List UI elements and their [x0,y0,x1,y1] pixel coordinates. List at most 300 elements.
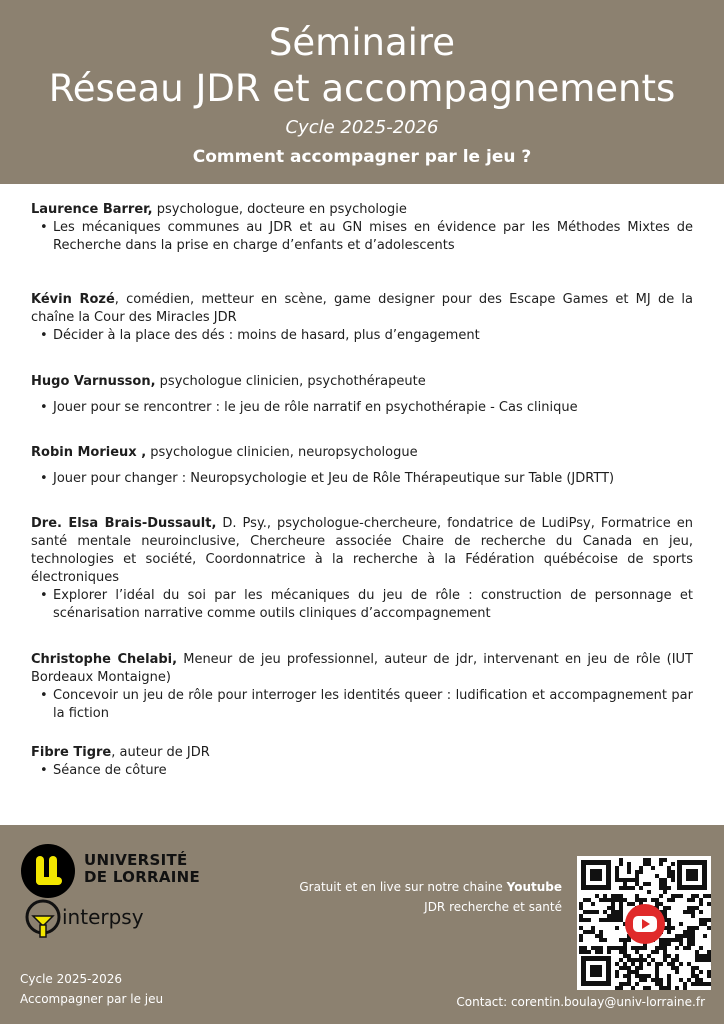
university-name: UNIVERSITÉ DE LORRAINE [84,851,201,886]
youtube-channel: JDR recherche et santé [424,900,562,914]
qr-module [655,970,659,974]
qr-module [707,958,711,962]
qr-module [655,950,659,954]
qr-module [691,934,695,938]
footer-cycle: Cycle 2025-2026 Accompagner par le jeu [20,972,164,1006]
qr-module [675,966,679,970]
qr-module [643,858,647,862]
qr-module [619,858,623,862]
qr-module [619,986,623,990]
qr-module [647,862,651,866]
qr-module [611,906,615,910]
page-title-line2: Réseau JDR et accompagnements [48,67,676,110]
qr-module [667,886,671,890]
qr-module [627,886,631,890]
qr-module [599,950,603,954]
qr-module [667,898,671,902]
qr-module [691,898,695,902]
qr-module [687,938,691,942]
qr-module [691,914,695,918]
qr-module [639,954,643,958]
talk-title: • Les mécaniques communes au JDR et au GN mises en évidence par les Méthodes Mixtes de Recherche dans la prise en charge d’enfants et d’adolescents [31,219,693,255]
qr-module [707,982,711,986]
qr-module [663,886,667,890]
qr-module [595,934,599,938]
qr-module [647,858,651,862]
qr-module [667,942,671,946]
qr-module [695,958,699,962]
qr-module [687,898,691,902]
qr-module [699,898,703,902]
qr-module [587,910,591,914]
qr-module [635,898,639,902]
speaker-role: psychologue clinicien, psychothérapeute [155,374,426,389]
qr-module [667,922,671,926]
qr-module [587,898,591,902]
qr-module [599,946,603,950]
qr-module [583,930,587,934]
qr-module [611,910,615,914]
qr-module [691,938,695,942]
qr-module [659,946,663,950]
qr-module [627,966,631,970]
qr-module [627,958,631,962]
qr-module [655,946,659,950]
speaker-name: Christophe Chelabi, [31,652,178,667]
qr-module [591,902,595,906]
speaker-name: Kévin Rozé [31,292,115,307]
qr-module [647,882,651,886]
qr-module [639,966,643,970]
qr-module [635,974,639,978]
qr-module [659,982,663,986]
qr-module [615,894,619,898]
qr-module [647,962,651,966]
qr-module [695,954,699,958]
qr-module [579,918,583,922]
header-band [0,0,724,184]
qr-module [643,974,647,978]
qr-module [663,858,667,862]
qr-module [599,938,603,942]
qr-module [615,898,619,902]
qr-module [603,898,607,902]
qr-module [607,946,611,950]
qr-module [623,878,627,882]
qr-module [635,874,639,878]
qr-module [659,894,663,898]
qr-module [699,970,703,974]
qr-module [699,910,703,914]
qr-module [583,950,587,954]
qr-module [579,914,583,918]
qr-module [599,898,603,902]
qr-module [627,982,631,986]
qr-module [635,870,639,874]
qr-module [671,862,675,866]
qr-module [703,982,707,986]
qr-module [671,966,675,970]
qr-module [699,982,703,986]
qr-module [591,946,595,950]
qr-module [639,946,643,950]
qr-module [627,978,631,982]
qr-module [643,898,647,902]
qr-module [671,958,675,962]
qr-module [583,898,587,902]
qr-module [635,966,639,970]
speaker-entry [31,201,693,255]
qr-module [667,938,671,942]
qr-module [699,922,703,926]
qr-module [615,970,619,974]
qr-module [647,974,651,978]
qr-module [687,926,691,930]
talk-title: • Décider à la place des dés : moins de hasard, plus d’engagement [31,327,693,345]
qr-module [619,878,623,882]
qr-module [643,958,647,962]
qr-module [631,946,635,950]
qr-module [639,962,643,966]
qr-module [663,946,667,950]
qr-module [583,918,587,922]
qr-module [635,982,639,986]
speaker-entry [31,291,693,345]
qr-module [667,870,671,874]
qr-module [687,934,691,938]
talk-title: • Jouer pour changer : Neuropsychologie et Jeu de Rôle Thérapeutique sur Table (JDRTT) [31,470,693,488]
qr-module [655,974,659,978]
qr-module [623,886,627,890]
qr-module [687,910,691,914]
speaker-role: , comédien, metteur en scène, game designer pour des Escape Games et MJ de la chaîne la Cour des Miracles JDR [31,292,693,325]
qr-module [635,882,639,886]
qr-module [603,894,607,898]
qr-module [619,950,623,954]
qr-module [667,962,671,966]
qr-module [623,882,627,886]
qr-module [619,958,623,962]
qr-module [679,894,683,898]
qr-module [615,914,619,918]
qr-module [619,898,623,902]
qr-module [615,986,619,990]
qr-module [675,894,679,898]
qr-module [659,882,663,886]
qr-module [683,930,687,934]
speaker-name: Robin Morieux , [31,445,147,460]
qr-module [659,858,663,862]
contact-email[interactable]: Contact: corentin.boulay@univ-lorraine.fr [456,995,705,1009]
qr-module [627,866,631,870]
qr-module [663,986,667,990]
qr-module [619,918,623,922]
qr-module [687,942,691,946]
qr-module [587,918,591,922]
qr-module [643,946,647,950]
speaker-name: Fibre Tigre [31,745,112,760]
qr-module [683,982,687,986]
qr-module [595,950,599,954]
qr-module [683,986,687,990]
qr-module [703,894,707,898]
qr-module [639,958,643,962]
qr-module [683,934,687,938]
qr-module [651,950,655,954]
qr-module [579,934,583,938]
qr-module [651,866,655,870]
speaker-name: Hugo Varnusson, [31,374,156,389]
qr-module [659,978,663,982]
qr-module [687,930,691,934]
qr-module [607,906,611,910]
qr-module [667,974,671,978]
qr-module [635,970,639,974]
qr-module [587,930,591,934]
qr-module [635,894,639,898]
qr-module [703,934,707,938]
qr-module [707,954,711,958]
qr-module [703,958,707,962]
qr-module [619,914,623,918]
qr-module [663,950,667,954]
qr-module [655,978,659,982]
qr-module [579,926,583,930]
qr-module [595,946,599,950]
qr-module [619,910,623,914]
qr-module [667,874,671,878]
qr-module [659,878,663,882]
qr-module [603,918,607,922]
page-title-line1: Séminaire [268,21,456,64]
qr-module [615,910,619,914]
qr-module [667,986,671,990]
qr-module [695,894,699,898]
qr-module [683,910,687,914]
qr-module [691,970,695,974]
talk-title: • Séance de côture [31,762,693,780]
talk-title: • Concevoir un jeu de rôle pour interroger les identités queer : ludification et accompagnement par la fiction [31,687,693,723]
qr-module [611,914,615,918]
qr-module [699,946,703,950]
speaker-role: psychologue clinicien, neuropsychologue [146,445,418,460]
qr-module [699,918,703,922]
qr-module [691,910,695,914]
qr-module [695,926,699,930]
qr-module [679,962,683,966]
qr-module [599,918,603,922]
qr-module [695,978,699,982]
qr-module [659,862,663,866]
qr-module [635,950,639,954]
interpsy-logo-icon [25,899,61,939]
qr-module [671,926,675,930]
qr-module [623,898,627,902]
qr-module [619,966,623,970]
qr-module [671,874,675,878]
qr-module [619,894,623,898]
qr-module [611,902,615,906]
talk-title: • Explorer l’idéal du soi par les mécaniques du jeu de rôle : construction de personnage et scénarisation narrative comme outils cliniques d’accompagnement [31,587,693,623]
qr-module [695,982,699,986]
youtube-info: Gratuit et en live sur notre chaine Youtube JDR recherche et santé [299,877,562,917]
speaker-entry [31,744,693,780]
qr-module [631,878,635,882]
qr-module [607,914,611,918]
seminar-question: Comment accompagner par le jeu ? [192,147,532,167]
qr-module [623,946,627,950]
qr-module [619,886,623,890]
qr-module [635,946,639,950]
qr-module [615,918,619,922]
qr-module [659,886,663,890]
qr-module [627,970,631,974]
qr-module [647,986,651,990]
qr-module [623,966,627,970]
qr-module [639,886,643,890]
qr-module [671,870,675,874]
speaker-role: Meneur de jeu professionnel, auteur de jdr, intervenant en jeu de rôle (IUT Bordeaux Montaigne) [31,652,693,685]
qr-module [679,978,683,982]
qr-module [619,946,623,950]
qr-module [675,954,679,958]
qr-module [675,986,679,990]
qr-module [623,950,627,954]
speaker-name: Laurence Barrer, [31,202,153,217]
qr-module [691,982,695,986]
qr-module [607,950,611,954]
qr-module [623,962,627,966]
qr-module [663,882,667,886]
qr-module [623,954,627,958]
talk-title: • Jouer pour se rencontrer : le jeu de rôle narratif en psychothérapie - Cas clinique [31,399,693,417]
qr-module [695,906,699,910]
qr-module [603,938,607,942]
qr-module [647,954,651,958]
qr-module [579,906,583,910]
qr-module [651,898,655,902]
qr-module [623,982,627,986]
qr-module [679,934,683,938]
qr-module [687,946,691,950]
qr-module [639,866,643,870]
speaker-entry [31,444,693,488]
qr-module [663,958,667,962]
qr-module [619,938,623,942]
qr-module [675,938,679,942]
qr-module [667,930,671,934]
qr-module [671,938,675,942]
qr-module [583,946,587,950]
universite-lorraine-logo-icon [20,843,76,899]
qr-module [591,930,595,934]
qr-module [707,950,711,954]
qr-module [691,926,695,930]
qr-module [599,930,603,934]
qr-module [639,978,643,982]
qr-module [667,982,671,986]
qr-module [699,958,703,962]
qr-module [619,906,623,910]
speaker-entry [31,515,693,623]
youtube-icon [624,903,666,945]
qr-module [611,898,615,902]
qr-module [591,926,595,930]
qr-module [671,894,675,898]
qr-module [639,974,643,978]
qr-module [655,982,659,986]
qr-module [615,878,619,882]
qr-module [667,978,671,982]
qr-module [691,894,695,898]
qr-module [699,978,703,982]
qr-module [671,898,675,902]
qr-module [579,938,583,942]
qr-module [663,890,667,894]
qr-module [643,978,647,982]
qr-module [631,986,635,990]
qr-module [699,902,703,906]
qr-module [627,954,631,958]
qr-module [679,942,683,946]
qr-module [703,954,707,958]
qr-module [655,962,659,966]
qr-module [651,958,655,962]
qr-module [635,958,639,962]
qr-module [663,954,667,958]
qr-module [611,918,615,922]
qr-module [643,986,647,990]
qr-module [683,946,687,950]
qr-module [627,878,631,882]
qr-module [615,866,619,870]
qr-module [703,918,707,922]
qr-module [707,926,711,930]
qr-module [663,878,667,882]
qr-module [579,950,583,954]
qr-module [659,962,663,966]
qr-module [671,962,675,966]
qr-module [707,970,711,974]
qr-module [707,974,711,978]
qr-module [611,946,615,950]
qr-module [615,946,619,950]
speaker-name: Dre. Elsa Brais-Dussault, [31,516,217,531]
qr-module [635,878,639,882]
qr-module [619,902,623,906]
qr-module [639,870,643,874]
qr-module [627,870,631,874]
qr-module [587,950,591,954]
footer-band [0,825,724,1024]
qr-module [631,970,635,974]
qr-module [651,978,655,982]
qr-module [691,930,695,934]
qr-module [595,910,599,914]
qr-module [615,874,619,878]
qr-module [619,862,623,866]
qr-module [679,922,683,926]
qr-module [675,934,679,938]
qr-module [631,958,635,962]
cycle-subtitle: Cycle 2025-2026 [285,117,439,138]
qr-module [615,974,619,978]
qr-module [631,886,635,890]
qr-module [583,910,587,914]
qr-module [691,966,695,970]
qr-module [691,906,695,910]
qr-module [707,918,711,922]
